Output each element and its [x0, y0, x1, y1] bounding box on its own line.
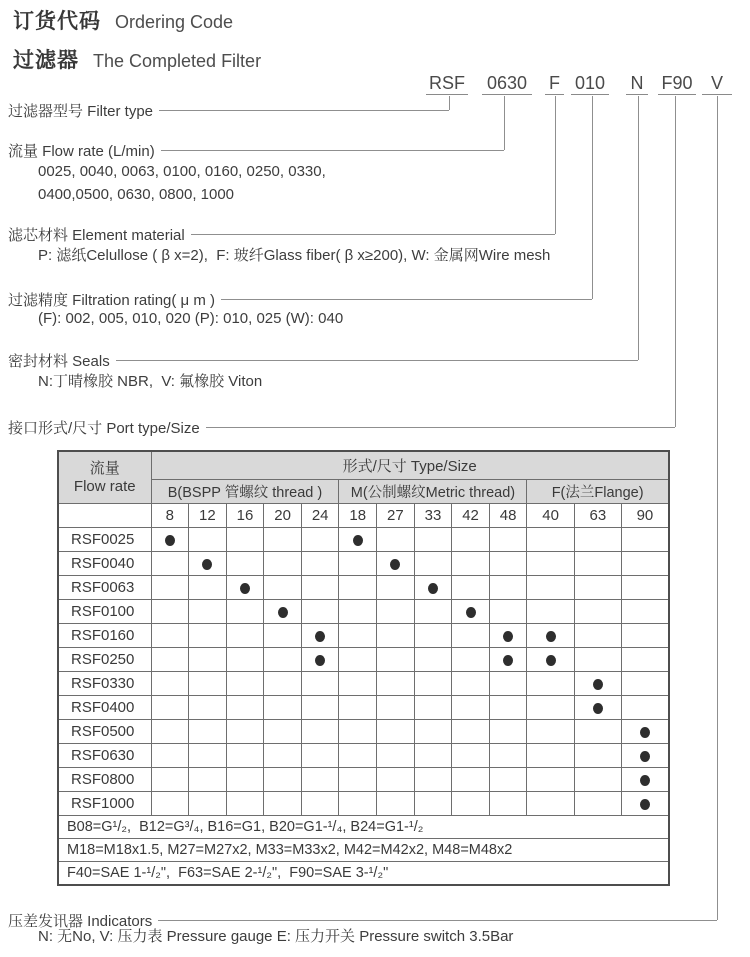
availability-cell: [527, 528, 574, 552]
availability-cell: [452, 792, 490, 816]
size-column-header: 18: [339, 504, 377, 528]
availability-cell: [452, 528, 490, 552]
flow-rate-header-en: Flow rate: [73, 477, 136, 495]
availability-cell: [489, 528, 527, 552]
availability-cell: [301, 792, 339, 816]
availability-cell: [226, 720, 264, 744]
availability-cell: [574, 624, 621, 648]
footnote-row-metric: [58, 839, 669, 862]
availability-cell: [622, 528, 669, 552]
availability-cell: [527, 768, 574, 792]
connector-line-indicators: [717, 96, 718, 920]
availability-cell: [377, 576, 415, 600]
page-title-en: Ordering Code: [115, 12, 234, 32]
availability-cell: [339, 792, 377, 816]
availability-cell: [622, 576, 669, 600]
availability-cell: [377, 744, 415, 768]
group-header-flange: F(法兰Flange): [527, 480, 669, 504]
dot-marker: [640, 799, 650, 810]
availability-cell: [301, 648, 339, 672]
connector-line-flow-rate: [504, 96, 505, 150]
page-subtitle-zh: 过滤器: [13, 49, 79, 72]
availability-cell: [414, 744, 452, 768]
availability-cell: [622, 600, 669, 624]
availability-cell: [414, 720, 452, 744]
availability-cell: [489, 720, 527, 744]
footnote-row-bspp: [58, 816, 669, 839]
spec-element-material: [8, 224, 555, 244]
availability-cell: [151, 744, 189, 768]
size-column-header: 24: [301, 504, 339, 528]
availability-cell: [414, 600, 452, 624]
availability-cell: [264, 792, 302, 816]
availability-cell: [301, 624, 339, 648]
indicators-values: N: 无No, V: 压力表 Pressure gauge E: 压力开关 Pressure switch 3.5Bar: [38, 928, 514, 945]
availability-cell: [527, 648, 574, 672]
availability-cell: [574, 792, 621, 816]
availability-cell: [377, 720, 415, 744]
availability-cell: [622, 720, 669, 744]
connector-line-filtration-rating: [592, 96, 593, 299]
availability-cell: [264, 696, 302, 720]
availability-cell: [264, 744, 302, 768]
spec-filter-type-label: 过滤器型号 Filter type: [8, 102, 154, 120]
table-row: [58, 768, 669, 792]
dot-marker: [315, 655, 325, 666]
dot-marker: [640, 727, 650, 738]
availability-cell: [574, 648, 621, 672]
availability-cell: [264, 528, 302, 552]
availability-cell: [151, 552, 189, 576]
availability-cell: [489, 768, 527, 792]
availability-cell: [151, 648, 189, 672]
availability-cell: [264, 600, 302, 624]
availability-cell: [226, 696, 264, 720]
availability-cell: [414, 528, 452, 552]
availability-cell: [452, 744, 490, 768]
availability-cell: [527, 576, 574, 600]
availability-cell: [377, 624, 415, 648]
dot-marker: [240, 583, 250, 594]
availability-cell: [264, 624, 302, 648]
availability-cell: [151, 576, 189, 600]
model-cell: RSF0500: [58, 720, 151, 744]
availability-cell: [264, 552, 302, 576]
size-column-header: 8: [151, 504, 189, 528]
availability-cell: [189, 552, 227, 576]
availability-cell: [414, 552, 452, 576]
availability-cell: [574, 696, 621, 720]
dot-marker: [278, 607, 288, 618]
code-segment-rating: 010: [571, 73, 609, 95]
availability-cell: [189, 672, 227, 696]
size-column-header: 33: [414, 504, 452, 528]
availability-cell: [226, 624, 264, 648]
availability-cell: [301, 696, 339, 720]
flow-rate-values-line2: 0400,0500, 0630, 0800, 1000: [38, 186, 235, 203]
availability-cell: [339, 768, 377, 792]
availability-cell: [226, 648, 264, 672]
availability-cell: [339, 672, 377, 696]
availability-cell: [452, 696, 490, 720]
dot-marker: [503, 655, 513, 666]
model-cell: RSF0400: [58, 696, 151, 720]
availability-cell: [189, 768, 227, 792]
model-cell: RSF0040: [58, 552, 151, 576]
model-cell: RSF0063: [58, 576, 151, 600]
code-segment-indicator: V: [702, 73, 732, 95]
availability-cell: [339, 528, 377, 552]
size-column-header: 12: [189, 504, 227, 528]
model-cell: RSF0630: [58, 744, 151, 768]
leader-line: [191, 234, 555, 235]
table-header-rows: [58, 451, 669, 504]
availability-cell: [622, 552, 669, 576]
availability-cell: [226, 672, 264, 696]
availability-cell: [151, 696, 189, 720]
availability-cell: [452, 600, 490, 624]
availability-cell: [452, 648, 490, 672]
spec-filtration-rating-label: 过滤精度 Filtration rating( μ m ): [8, 291, 216, 309]
table-body: [58, 504, 669, 816]
availability-cell: [377, 792, 415, 816]
dot-marker: [165, 535, 175, 546]
availability-cell: [301, 744, 339, 768]
availability-cell: [452, 552, 490, 576]
availability-cell: [574, 600, 621, 624]
spec-port-type: [8, 417, 675, 437]
page-subtitle-en: The Completed Filter: [93, 51, 262, 71]
availability-cell: [264, 768, 302, 792]
model-cell: RSF0250: [58, 648, 151, 672]
availability-cell: [489, 792, 527, 816]
port-size-table: [57, 450, 670, 886]
filtration-rating-values: (F): 002, 005, 010, 020 (P): 010, 025 (W): 040: [38, 310, 344, 327]
availability-cell: [151, 528, 189, 552]
code-segment-material: F: [545, 73, 564, 95]
availability-cell: [452, 768, 490, 792]
availability-cell: [151, 768, 189, 792]
spec-filtration-rating: [8, 289, 592, 309]
dot-marker: [353, 535, 363, 546]
availability-cell: [527, 672, 574, 696]
availability-cell: [527, 600, 574, 624]
empty-cell: [58, 504, 151, 528]
availability-cell: [527, 792, 574, 816]
availability-cell: [301, 552, 339, 576]
availability-cell: [622, 624, 669, 648]
table-row: [58, 528, 669, 552]
availability-cell: [489, 648, 527, 672]
table-row: [58, 552, 669, 576]
availability-cell: [339, 720, 377, 744]
availability-cell: [377, 696, 415, 720]
availability-cell: [574, 744, 621, 768]
availability-cell: [414, 648, 452, 672]
availability-cell: [339, 744, 377, 768]
leader-line: [161, 150, 504, 151]
availability-cell: [489, 624, 527, 648]
leader-line: [158, 920, 717, 921]
availability-cell: [414, 576, 452, 600]
connector-line-seals: [638, 96, 639, 360]
availability-cell: [574, 768, 621, 792]
availability-cell: [301, 720, 339, 744]
spec-filter-type: [8, 100, 449, 120]
availability-cell: [452, 576, 490, 600]
availability-cell: [489, 672, 527, 696]
connector-line-port-type: [675, 96, 676, 427]
availability-cell: [574, 552, 621, 576]
table-row: [58, 576, 669, 600]
model-cell: RSF0330: [58, 672, 151, 696]
availability-cell: [226, 576, 264, 600]
spec-indicators-label: 压差发讯器 Indicators: [8, 912, 153, 930]
availability-cell: [189, 720, 227, 744]
availability-cell: [264, 672, 302, 696]
availability-cell: [151, 792, 189, 816]
availability-cell: [377, 600, 415, 624]
size-column-header: 20: [264, 504, 302, 528]
availability-cell: [452, 672, 490, 696]
availability-cell: [226, 600, 264, 624]
flow-rate-header-zh: 流量: [89, 459, 120, 477]
availability-cell: [189, 600, 227, 624]
availability-cell: [189, 696, 227, 720]
availability-cell: [339, 576, 377, 600]
availability-cell: [489, 600, 527, 624]
model-cell: RSF1000: [58, 792, 151, 816]
availability-cell: [452, 720, 490, 744]
availability-cell: [339, 600, 377, 624]
dot-marker: [315, 631, 325, 642]
availability-cell: [527, 624, 574, 648]
dot-marker: [546, 631, 556, 642]
page-title: [13, 5, 233, 35]
dot-marker: [593, 679, 603, 690]
availability-cell: [377, 672, 415, 696]
availability-cell: [339, 648, 377, 672]
availability-cell: [622, 696, 669, 720]
table-row: [58, 696, 669, 720]
availability-cell: [301, 600, 339, 624]
availability-cell: [622, 744, 669, 768]
availability-cell: [301, 768, 339, 792]
availability-cell: [414, 792, 452, 816]
flow-rate-values-line1: 0025, 0040, 0063, 0100, 0160, 0250, 0330,: [38, 163, 326, 180]
availability-cell: [622, 648, 669, 672]
availability-cell: [151, 720, 189, 744]
code-segment-seal: N: [626, 73, 648, 95]
dot-marker: [640, 751, 650, 762]
size-column-header: 16: [226, 504, 264, 528]
availability-cell: [189, 528, 227, 552]
availability-cell: [489, 576, 527, 600]
dot-marker: [546, 655, 556, 666]
table-row: [58, 744, 669, 768]
availability-cell: [377, 528, 415, 552]
size-column-header: 90: [622, 504, 669, 528]
dot-marker: [593, 703, 603, 714]
size-column-header: 40: [527, 504, 574, 528]
code-segment-flow: 0630: [482, 73, 532, 95]
size-column-header: 27: [377, 504, 415, 528]
availability-cell: [189, 792, 227, 816]
footnote-row-flange: [58, 862, 669, 886]
flow-rate-header-cell: [58, 451, 151, 504]
leader-line: [116, 360, 638, 361]
availability-cell: [414, 624, 452, 648]
availability-cell: [489, 696, 527, 720]
availability-cell: [301, 576, 339, 600]
availability-cell: [574, 672, 621, 696]
availability-cell: [414, 672, 452, 696]
availability-cell: [489, 744, 527, 768]
availability-cell: [339, 552, 377, 576]
leader-line: [159, 110, 449, 111]
availability-cell: [151, 624, 189, 648]
footnote-metric: M18=M18x1.5, M27=M27x2, M33=M33x2, M42=M42x2, M48=M48x2: [58, 839, 669, 862]
availability-cell: [189, 648, 227, 672]
page-subtitle: [13, 44, 261, 74]
availability-cell: [226, 552, 264, 576]
table-row: [58, 792, 669, 816]
footnote-flange: F40=SAE 1-¹/₂", F63=SAE 2-¹/₂", F90=SAE 3-¹/₂": [58, 862, 669, 886]
availability-cell: [151, 672, 189, 696]
availability-cell: [226, 792, 264, 816]
footnote-bspp: B08=G¹/₂, B12=G³/₄, B16=G1, B20=G1-¹/₄, B24=G1-¹/₂: [58, 816, 669, 839]
spec-element-material-label: 滤芯材料 Element material: [8, 226, 185, 244]
size-header-row: [58, 504, 669, 528]
element-material-values: P: 滤纸Celullose ( β x=2), F: 玻纤Glass fiber( β x≥200), W: 金属网Wire mesh: [38, 247, 551, 264]
size-column-header: 48: [489, 504, 527, 528]
dot-marker: [640, 775, 650, 786]
availability-cell: [414, 696, 452, 720]
availability-cell: [377, 552, 415, 576]
availability-cell: [226, 768, 264, 792]
availability-cell: [622, 792, 669, 816]
connector-line-element-material: [555, 96, 556, 234]
group-header-metric: M(公制螺纹Metric thread): [339, 480, 527, 504]
spec-flow-rate-label: 流量 Flow rate (L/min): [8, 142, 155, 160]
availability-cell: [226, 528, 264, 552]
availability-cell: [377, 648, 415, 672]
availability-cell: [527, 552, 574, 576]
availability-cell: [527, 744, 574, 768]
availability-cell: [264, 720, 302, 744]
table-row: [58, 648, 669, 672]
dot-marker: [390, 559, 400, 570]
availability-cell: [574, 528, 621, 552]
availability-cell: [414, 768, 452, 792]
table-footnotes: [58, 816, 669, 886]
dot-marker: [503, 631, 513, 642]
availability-cell: [264, 648, 302, 672]
availability-cell: [339, 696, 377, 720]
spec-port-type-label: 接口形式/尺寸 Port type/Size: [8, 419, 200, 437]
availability-cell: [452, 624, 490, 648]
spec-flow-rate: [8, 140, 504, 160]
seals-values: N:丁晴橡胶 NBR, V: 氟橡胶 Viton: [38, 373, 263, 390]
size-column-header: 42: [452, 504, 490, 528]
availability-cell: [377, 768, 415, 792]
availability-cell: [622, 672, 669, 696]
connector-line-filter-type: [449, 96, 450, 110]
model-cell: RSF0025: [58, 528, 151, 552]
table-row: [58, 600, 669, 624]
availability-cell: [301, 528, 339, 552]
model-cell: RSF0100: [58, 600, 151, 624]
code-segment-port: F90: [658, 73, 696, 95]
availability-cell: [622, 768, 669, 792]
dot-marker: [428, 583, 438, 594]
group-header-bspp: B(BSPP 管螺纹 thread ): [151, 480, 339, 504]
leader-line: [206, 427, 675, 428]
leader-line: [221, 299, 592, 300]
page-title-zh: 订货代码: [13, 10, 101, 33]
availability-cell: [189, 624, 227, 648]
availability-cell: [189, 576, 227, 600]
dot-marker: [202, 559, 212, 570]
availability-cell: [301, 672, 339, 696]
spec-seals-label: 密封材料 Seals: [8, 352, 110, 370]
table-row: [58, 720, 669, 744]
size-column-header: 63: [574, 504, 621, 528]
availability-cell: [489, 552, 527, 576]
availability-cell: [527, 720, 574, 744]
dot-marker: [466, 607, 476, 618]
availability-cell: [574, 720, 621, 744]
type-size-header-cell: 形式/尺寸 Type/Size: [151, 451, 669, 480]
availability-cell: [189, 744, 227, 768]
availability-cell: [226, 744, 264, 768]
availability-cell: [264, 576, 302, 600]
availability-cell: [339, 624, 377, 648]
table-row: [58, 672, 669, 696]
table-row: [58, 624, 669, 648]
availability-cell: [151, 600, 189, 624]
spec-seals: [8, 350, 638, 370]
availability-cell: [527, 696, 574, 720]
availability-cell: [574, 576, 621, 600]
code-segment-series: RSF: [426, 73, 468, 95]
model-cell: RSF0160: [58, 624, 151, 648]
model-cell: RSF0800: [58, 768, 151, 792]
table-header-row-1: [58, 451, 669, 480]
